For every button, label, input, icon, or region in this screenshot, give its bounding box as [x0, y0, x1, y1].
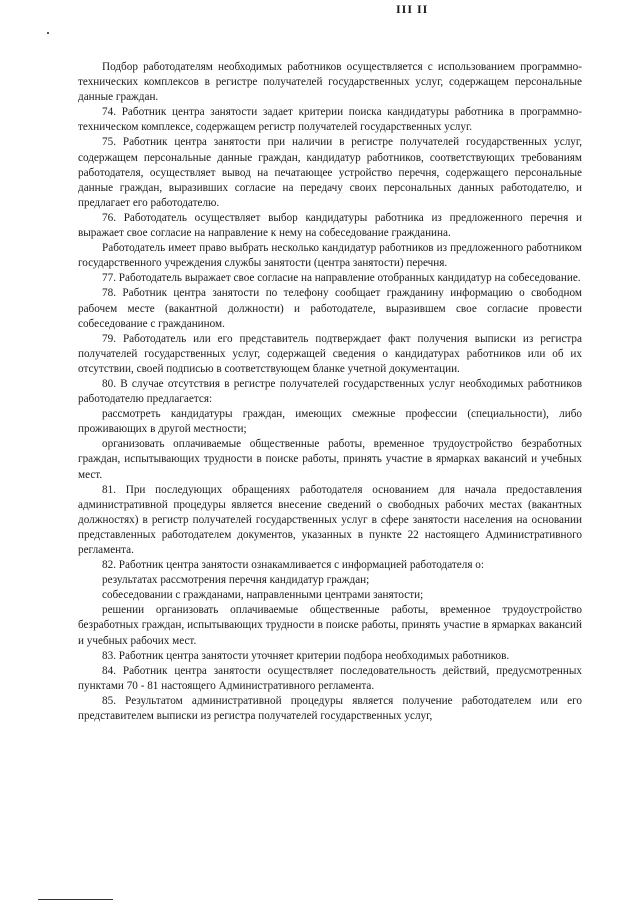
scan-dot [47, 32, 49, 34]
paragraph: 82. Работник центра занятости ознакамливается с информацией работодателя о: [102, 559, 484, 572]
paragraph: 79. Работодатель или его представитель подтверждает факт получения выписки из регистра получателей государственных услуг, содержащей сведения о кандидатурах работников или об их отсутствии, своей подписью в соответствующем бланке учетной документации. [78, 332, 582, 375]
paragraph: собеседовании с гражданами, направленными центрами занятости; [102, 589, 424, 602]
paragraph: 76. Работодатель осуществляет выбор кандидатуры работника из предложенного перечня и выражает свое согласие на направление к нему на собеседование гражданина. [78, 211, 582, 240]
paragraph: решении организовать оплачиваемые общественные работы, временное трудоустройство безработных граждан, испытывающих трудности в поиске работы, принять участие в ярмарках вакансий и учебных рабочих мест. [78, 604, 582, 647]
paragraph: результатах рассмотрения перечня кандидатур граждан; [102, 574, 370, 587]
paragraph: 74. Работник центра занятости задает критерии поиска кандидатуры работника в программно-техническом комплексе, содержащем регистр получателей государственных услуг. [78, 106, 582, 134]
paragraph: 84. Работник центра занятости осуществляет последовательность действий, предусмотренных пунктами 70 - 81 настоящего Административного регламента. [78, 664, 582, 692]
paragraph: 81. При последующих обращениях работодателя основанием для начала предоставления административной процедуры является внесение сведений о свободных рабочих местах (вакантных должностях) в регистр получателей государственных услуг в сфере занятости населения на основании представленных работодателем документов, указанных в пункте 22 настоящего Административного регламента. [78, 483, 582, 556]
footer-divider [38, 899, 113, 900]
paragraph: 80. В случае отсутствия в регистре получателей государственных услуг необходимых работников работодателю предлагается: [78, 377, 582, 406]
paragraph: рассмотреть кандидатуры граждан, имеющих смежные профессии (специальности), либо проживающих в другой местности; [78, 408, 582, 436]
paragraph: 75. Работник центра занятости при наличии в регистре получателей государственных услуг, содержащем персональные данные граждан, кандидатур работников, соответствующих требованиям работодателя, осуществляет вывод на печатающее устройство перечня, содержащего персональные данные граждан, выразивших согласие на передачу своих персональных данных работодателю, и предлагает его работодателю. [78, 136, 582, 209]
paragraph: организовать оплачиваемые общественные работы, временное трудоустройство безработных граждан, испытывающих трудности в поиске работы, принять участие в ярмарках вакансий и учебных мест. [78, 438, 582, 481]
paragraph: 83. Работник центра занятости уточняет критерии подбора необходимых работников. [102, 649, 510, 662]
paragraph: Работодатель имеет право выбрать несколько кандидатур работников из предложенного работником государственного учреждения службы занятости (центра занятости) перечня. [78, 242, 582, 270]
paragraph: Подбор работодателям необходимых работников осуществляется с использованием программно-технических комплексов в регистре получателей государственных услуг, содержащем персональные данные граждан. [78, 61, 582, 104]
page-number: III II [396, 2, 429, 16]
document-body [78, 60, 582, 724]
paragraph: 77. Работодатель выражает свое согласие на направление отобранных кандидатур на собеседование. [102, 272, 581, 285]
paragraph: 85. Результатом административной процедуры является получение работодателем или его представителем выписки из регистра получателей государственных услуг, [78, 694, 582, 723]
paragraph: 78. Работник центра занятости по телефону сообщает гражданину информацию о свободном рабочем месте (вакантной должности) и работодателе, выразившем свое согласие провести собеседование с гражданином. [78, 287, 582, 330]
